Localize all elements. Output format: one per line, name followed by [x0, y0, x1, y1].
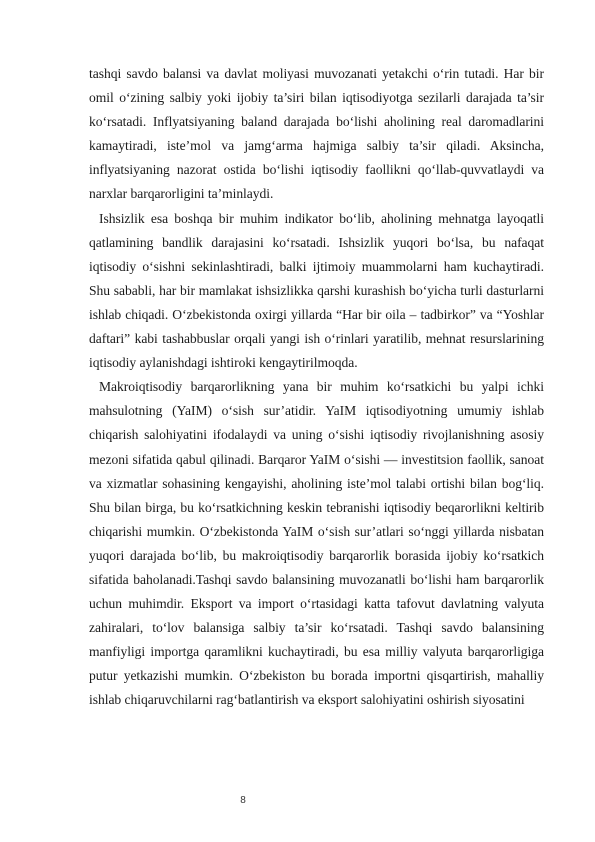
paragraph-unemployment: Ishsizlik esa boshqa bir muhim indikator bo‘lib, aholining mehnatga layoqatli qatlamining bandlik darajasini ko‘rsatadi. Ishsizlik yuqori bo‘lsa, bu nafaqat iqtisodiy o‘sishni sekinlashtiradi, balki ijtimoiy muammolarni ham kuchaytiradi. Shu sababli, har bir mamlakat ishsizlikka qarshi kurashish bo‘yicha turli dasturlarni ishlab chiqadi. O‘zbekistonda oxirgi yillarda “Har bir oila – tadbirkor” va “Yoshlar daftari” kabi tashabbuslar orqali yangi ish o‘rinlari yaratilib, mehnat resurslarining iqtisodiy aylanishdagi ishtiroki kengaytirilmoqda.	[89, 210, 544, 371]
document-body	[89, 62, 544, 713]
paragraph-inflation: tashqi savdo balansi va davlat moliyasi muvozanati yetakchi o‘rin tutadi. Har bir omil o‘zining salbiy yoki ijobiy ta’siri bilan iqtisodiyotga sezilarli darajada ta’sir ko‘rsatadi. Inflyatsiyaning baland darajada bo‘lishi aholining real daromadlarini kamaytiradi, iste’mol va jamg‘arma hajmiga salbiy ta’sir qiladi. Aksincha, inflyatsiyaning nazorat ostida bo‘lishi iqtisodiy faollikni qo‘llab-quvvatlaydi va narxlar barqarorligini ta’minlaydi.	[89, 66, 544, 202]
page-number: 8	[240, 795, 246, 806]
paragraph-gdp-trade: Makroiqtisodiy barqarorlikning yana bir muhim ko‘rsatkichi bu yalpi ichki mahsulotning (YaIM) o‘sish sur’atidir. YaIM iqtisodiyotning umumiy ishlab chiqarish salohiyatini ifodalaydi va uning o‘sishi iqtisodiy rivojlanishning asosiy mezoni sifatida qabul qilinadi. Barqaror YaIM o‘sishi — investitsion faollik, sanoat va xizmatlar sohasining kengayishi, aholining iste’mol talabi ortishi bilan bog‘liq. Shu bilan birga, bu ko‘rsatkichning keskin tebranishi iqtisodiy beqarorlikni keltirib chiqarishi mumkin. O‘zbekistonda YaIM o‘sish sur’atlari so‘nggi yillarda nisbatan yuqori darajada bo‘lib, bu makroiqtisodiy barqarorlik borasida ijobiy ko‘rsatkich sifatida baholanadi.Tashqi savdo balansining muvozanatli bo‘lishi ham barqarorlik uchun muhimdir. Eksport va import o‘rtasidagi katta tafovut davlatning valyuta zahiralari, to‘lov balansiga salbiy ta’sir ko‘rsatadi. Tashqi savdo balansining manfiyligi importga qaramlikni kuchaytiradi, bu esa milliy valyuta barqarorligiga putur yetkazishi mumkin. O‘zbekiston bu borada importni qisqartirish, mahalliy ishlab chiqaruvchilarni rag‘batlantirish va eksport salohiyatini oshirish siyosatini	[89, 379, 544, 708]
